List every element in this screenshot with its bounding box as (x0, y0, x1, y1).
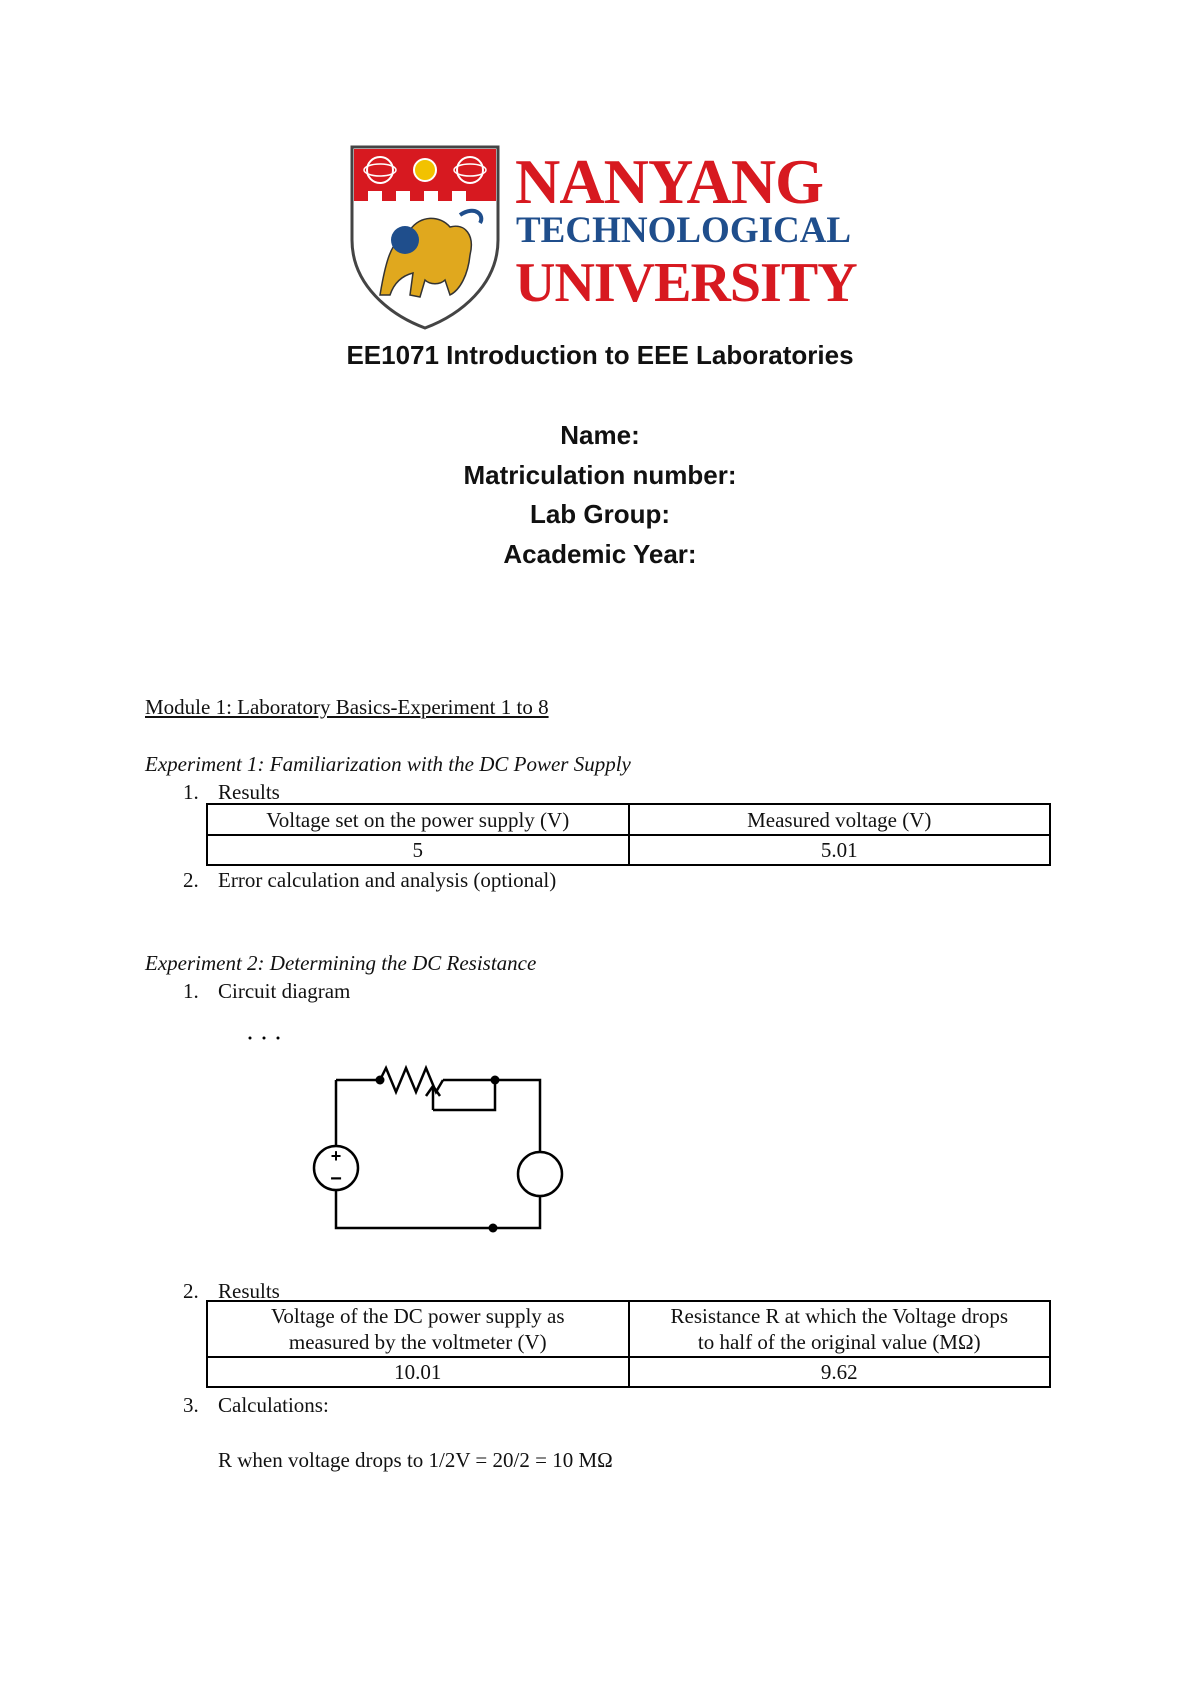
calculation-text: R when voltage drops to 1/2V = 20/2 = 10 MΩ (218, 1448, 613, 1472)
table-header-cell: Voltage set on the power supply (V) (207, 804, 629, 835)
exp2-item2-number: 2. (183, 1279, 199, 1303)
table-header-cell (207, 1301, 629, 1357)
logo-line-technological: TECHNOLOGICAL (516, 210, 852, 251)
table-header-line: measured by the voltmeter (V) (288, 1330, 547, 1354)
logo-line-university: UNIVERSITY (515, 252, 857, 314)
table-cell: 9.62 (629, 1357, 1051, 1387)
exp2-item2-label: Results (218, 1279, 280, 1303)
academic-year-label: Academic Year: (503, 539, 697, 569)
exp2-item1-label: Circuit diagram (218, 979, 351, 1003)
exp1-item2-number: 2. (183, 868, 199, 892)
exp1-item1-number: 1. (183, 780, 199, 804)
lab-group-label: Lab Group: (529, 499, 671, 529)
exp2-item3-label: Calculations: (218, 1393, 329, 1417)
module-title: Module 1: Laboratory Basics-Experiment 1 to 8 (145, 695, 549, 719)
table-cell: 5 (207, 835, 629, 865)
logo-line-nanyang: NANYANG (515, 146, 823, 217)
table-header-line: to half of the original value (MΩ) (697, 1330, 981, 1354)
voltmeter-symbol (518, 1152, 562, 1196)
dot-mark (263, 1037, 266, 1040)
course-title: EE1071 Introduction to EEE Laboratories (346, 340, 854, 370)
table-cell: 5.01 (629, 835, 1051, 865)
table-cell: 10.01 (207, 1357, 629, 1387)
wiper-wire (433, 1080, 495, 1110)
matric-label: Matriculation number: (463, 460, 737, 490)
table-header-cell (629, 1301, 1051, 1357)
source-plus-sign: + (330, 1146, 342, 1166)
exp1-item2-label: Error calculation and analysis (optional) (218, 868, 557, 892)
circuit-diagram (240, 1030, 580, 1240)
source-minus-sign: − (330, 1168, 342, 1190)
junction-dot (376, 1076, 385, 1085)
wire (443, 1080, 540, 1152)
junction-dot (491, 1076, 500, 1085)
university-logo (350, 145, 860, 335)
table-header-line: Voltage of the DC power supply as (270, 1304, 565, 1328)
crest-icon (350, 145, 500, 330)
exp2-results-table (206, 1300, 1051, 1388)
table-header-line: Resistance R at which the Voltage drops (670, 1304, 1008, 1328)
dot-mark (277, 1037, 280, 1040)
exp1-title: Experiment 1: Familiarization with the DC Power Supply (145, 752, 631, 776)
wire (336, 1190, 540, 1228)
exp2-item3-number: 3. (183, 1393, 199, 1417)
exp1-item1-label: Results (218, 780, 280, 804)
exp2-item1-number: 1. (183, 979, 199, 1003)
table-header-cell: Measured voltage (V) (629, 804, 1051, 835)
dot-mark (249, 1037, 252, 1040)
junction-dot (489, 1224, 498, 1233)
exp1-results-table (206, 803, 1051, 866)
exp2-title: Experiment 2: Determining the DC Resistance (145, 951, 537, 975)
name-label: Name: (560, 420, 640, 450)
